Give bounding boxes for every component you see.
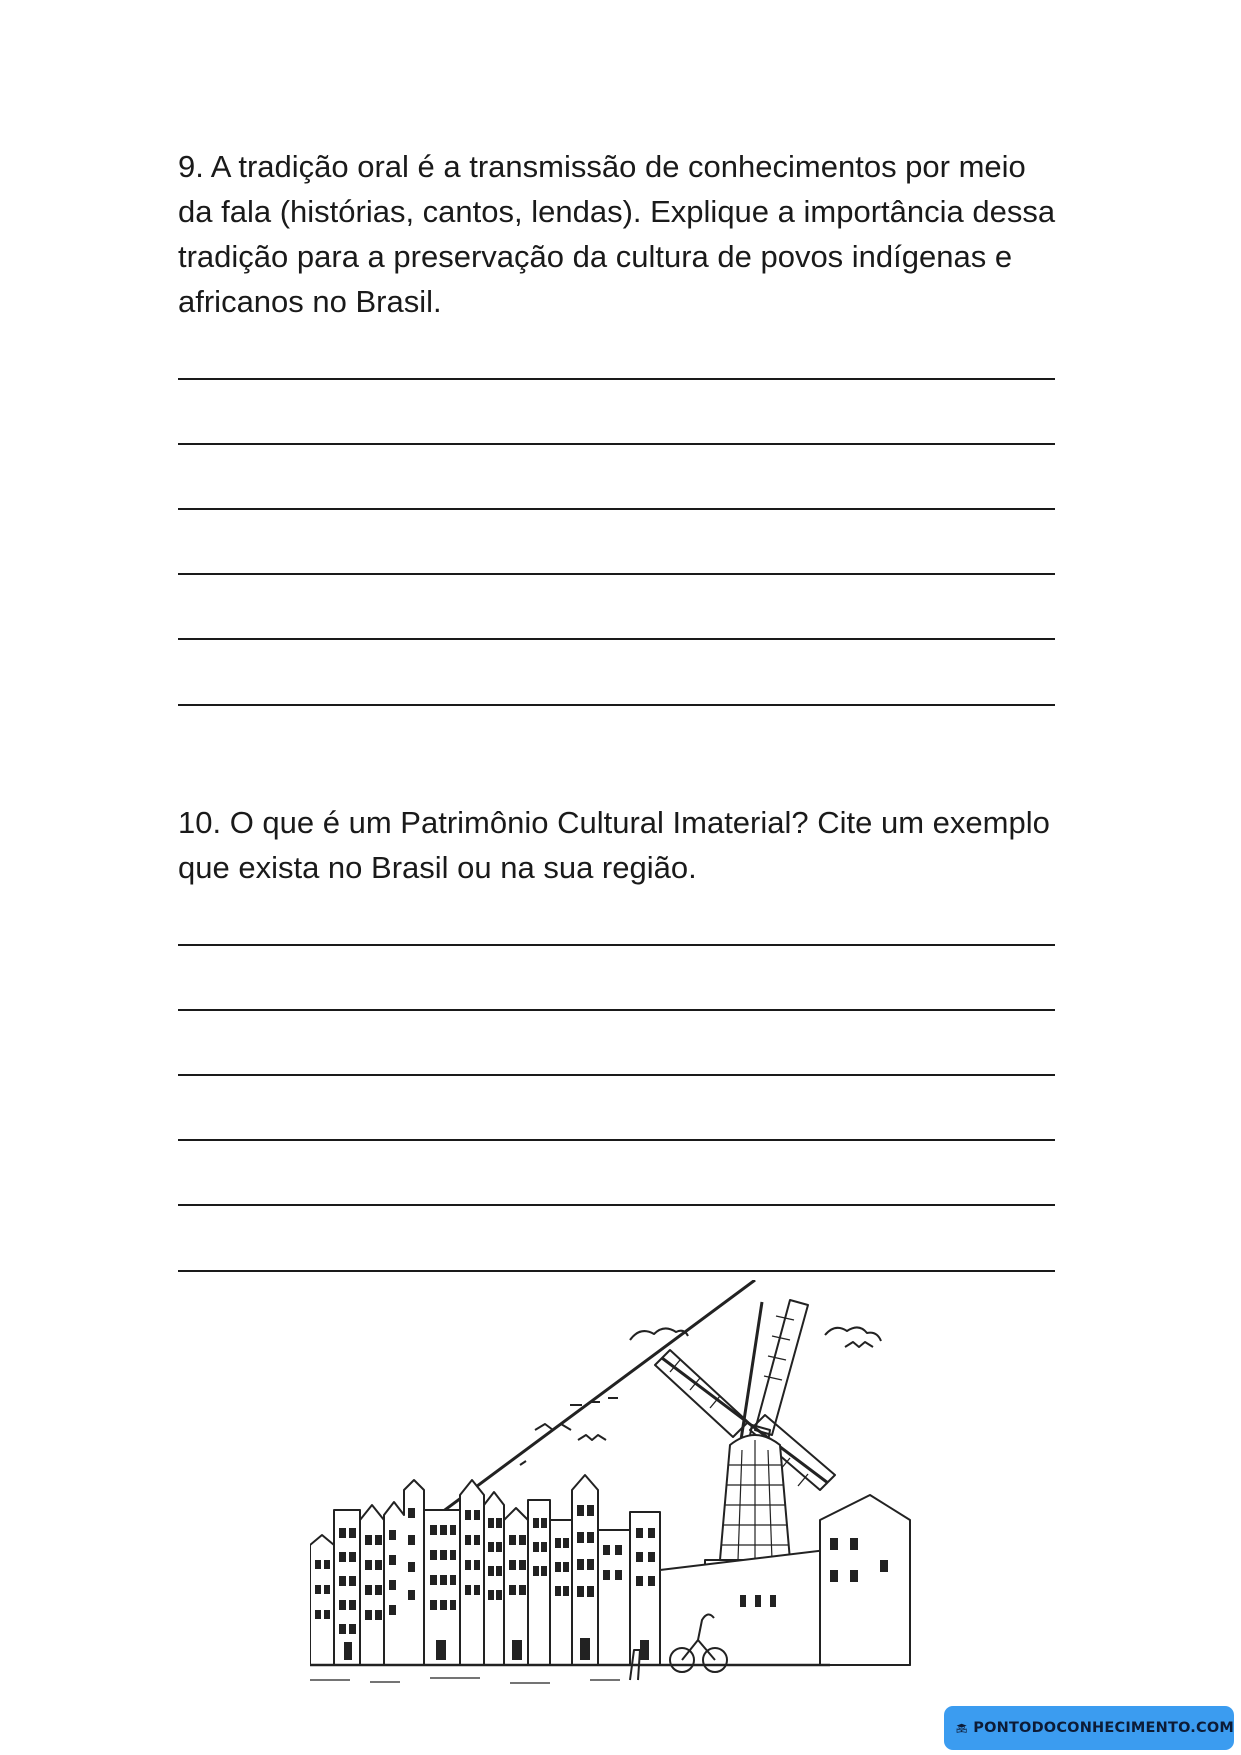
brand-label: PONTODOCONHECIMENTO.COM — [973, 1720, 1234, 1736]
question-9-text: 9. A tradição oral é a transmissão de conhecimentos por meio da fala (histórias, cantos, lendas). Explique a importância dessa tradição para a preservação da cultura de povos indígenas e africanos no Brasil. — [178, 149, 1056, 319]
graduation-cap-book-icon — [956, 1713, 967, 1743]
answer-line[interactable] — [178, 378, 1055, 380]
answer-line[interactable] — [178, 638, 1055, 640]
answer-line[interactable] — [178, 1009, 1055, 1011]
brand-badge[interactable] — [944, 1706, 1234, 1750]
answer-line[interactable] — [178, 1074, 1055, 1076]
answer-line[interactable] — [178, 1204, 1055, 1206]
answer-line[interactable] — [178, 944, 1055, 946]
answer-line[interactable] — [178, 1270, 1055, 1272]
answer-line[interactable] — [178, 573, 1055, 575]
windmill-town-illustration — [310, 1280, 920, 1700]
answer-line[interactable] — [178, 1139, 1055, 1141]
answer-line[interactable] — [178, 508, 1055, 510]
answer-line[interactable] — [178, 704, 1055, 706]
answer-line[interactable] — [178, 443, 1055, 445]
question-10-text: 10. O que é um Patrimônio Cultural Imaterial? Cite um exemplo que exista no Brasil ou na sua região. — [178, 805, 1050, 885]
